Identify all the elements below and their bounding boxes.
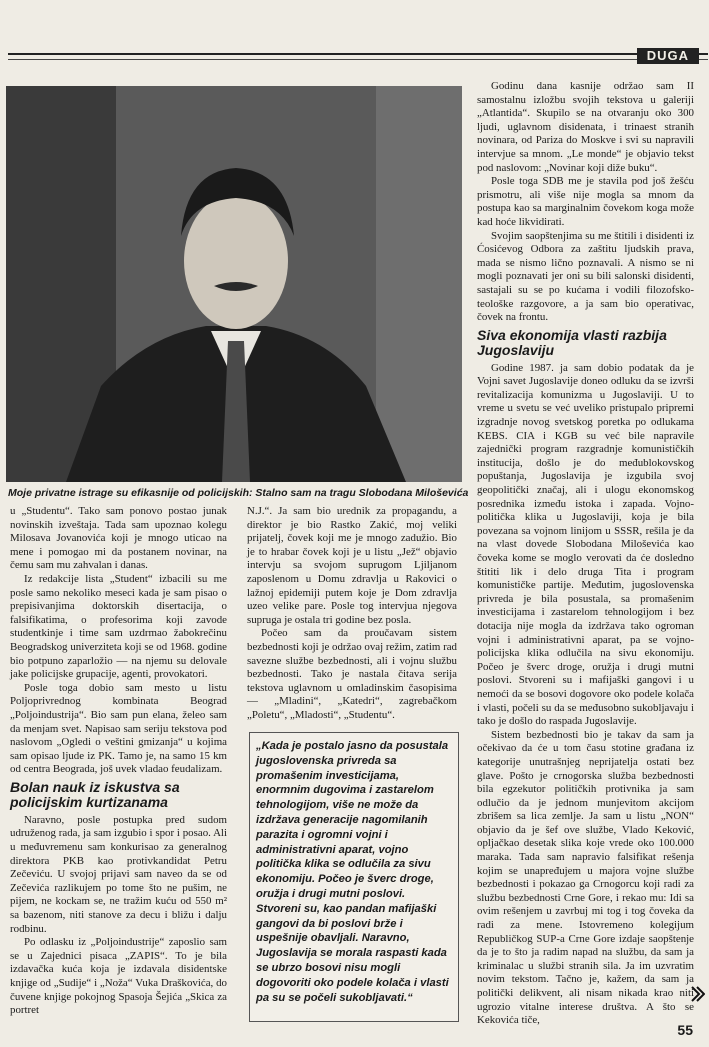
column-3: [477, 80, 694, 1028]
continue-arrow-icon: [691, 985, 705, 1003]
magazine-brand: DUGA: [637, 48, 699, 64]
header-rule-thin: [8, 59, 708, 60]
photo-caption: Moje privatne istrage su efikasnije od policijskih: Stalno sam na tragu Slobodana Miloševića: [8, 487, 469, 499]
paragraph: Počeo sam da proučavam sistem bezbednosti koji je održao ovaj režim, zatim rad savezne službe bezbednosti, ali i vojnu službu bezbednosti. Tako je nastala čitava serija tekstova uglavnom u omladinskim časopisima — „Mladini“, „Katedri“, zagrebačkom „Poletu“, „Mladosti“, „Studentu“.: [247, 627, 457, 721]
paragraph: Godine 1987. ja sam dobio podatak da je Vojni savet Jugoslavije doneo odluku da se izvrši revitalizacija komunizma u Jugoslaviji. U to vreme u svetu se već uveliko pristupalo pripremi izgradnje novog svetskog poretka po odlukama KEBS. CIA i KGB su već bile napravile zajednički program razgradnje komunističkih institucija, došlo je do međublokovskog popuštanja, Jugoslavija je izgubila svoj geopolitički značaj, ali i ulogu ekonomskog posrednika između istoka i zapada. Vojno-politička klika u Jugoslaviji, koja je bila povezana sa vojnom linijom u SSSR, rešila je da na vlast dovede Slobodana Miloševića kao čoveka kome se moglo verovati da će dosledno štititi lik i delo druga Tita i program komunističke partije. Međutim, jugoslovenska privreda je bila posustala, sa promašenim investicijama i zastarelom tehnologijom i bez dotacija nije mogla da izdržava tako ogroman vojni i administrativni aparat, pa se vojno-policijska klika odlučila na sivu ekonomiju. Počeo je šverc droge, oružja i drugi mutni poslovi. Stvoreni su i mafijaški gangovi i u nemoći da se bosovi dogovore oko podele kolača i vlasti, počeli su da se međusobno sukobljavaju i tako je došlo do raspada Jugoslavije.: [477, 361, 694, 728]
pull-quote: „Kada je postalo jasno da posustala jugoslovenska privreda sa promašenim investicijama, enormnim dugovima i zastarelom tehnologijom, više ne može da izdržava generacije nagomilanih parazita i ogromni vojni i administrativni aparat, vojno politička klika se odlučila za sivu ekonomiju. Počeo je šverc droge, oružja i drugi mutni poslovi. Stvoreni su, kao pandan mafijaški gangovi da bi poslovi brže i uspešnije obavljali. Naravno, Jugoslavija se morala raspasti kada se ubrzo bosovi nisu mogli dogovoriti oko podele kolača i vlasti pa su se počeli sukobljavati.“: [249, 732, 459, 1022]
paragraph: Svojim saopštenjima su me štitili i disidenti iz Ćosićevog Odbora za zaštitu ljudskih prava, mada se nismo lično poznavali. A nismo se ni mogli poznavati jer oni su bili salonski disidenti, sastajali su se po kućama i vodili filozofsko-teološke razgovore, a ja sam bio operativac, čovek na frontu.: [477, 229, 694, 324]
portrait-photo: [6, 86, 462, 482]
column-2: [247, 505, 457, 723]
paragraph: Po odlasku iz „Poljoindustrije“ zaposlio sam se u Zajednici pisaca „ZAPIS“. To je bila izdavačka kuća koja je izdavala disidentske knjige od „Sudije“ i „Noža“ Vuka Draškovića, do čuvene knjige pokojnog Spasoja Šejića „Skica za portret: [10, 936, 227, 1017]
paragraph: Iz redakcije lista „Student“ izbacili su me posle samo nekoliko meseci kada je sam pisao o prepisivanjima doktorskih disertacija, o falsifikatima, o profesorima koji zavode studentkinje i time sam uzdrmao žabokrečinu Beogradskog univerziteta koji se od 1968. godine bio potpuno zaparložio — na njemu su delovale jake policijske grupacije, agenti, provokatori.: [10, 572, 227, 681]
paragraph: N.J.“. Ja sam bio urednik za propagandu, a direktor je bio Rastko Zakić, moj veliki prijatelj, čovek koji me je mnogo zadužio. Bio je to hrabar čovek koji je u listu „Jež“ objavio intervju sa svojom suprugom Ljiljanom zaposlenom u Domu zdravlja u Rakovici o lažnoj epidemiji putem koje je Dom zdravlja uzeo velike pare. Posle tog intervjua njegova supruga je ostala tri godine bez posla.: [247, 505, 457, 626]
column-1: [10, 505, 227, 1018]
paragraph: Posle toga dobio sam mesto u listu Poljoprivrednog kombinata Beograd „Poljoindustrija“. Bio sam pun elana, želeo sam da menjam svet. Napisao sam seriju tekstova pod naslovom „Ogledi o veštini gmizanja“ u kojima sam opisao ljude iz PK. Tamo je, na samo 15 km od centra Beograda, još uvek vladao feudalizam.: [10, 681, 227, 776]
page-number: 55: [677, 1022, 693, 1038]
section-heading: Bolan nauk iz iskustva sa policijskim kurtizanama: [10, 778, 180, 810]
paragraph: Godinu dana kasnije održao sam II samostalnu izložbu svojih tekstova u galeriji „Atlantida“. Skupilo se na otvaranju oko 300 ljudi, uglavnom disidenata, i trinaest stranih novinara, od Pariza do Moskve i svi su napravili intervjue sa mnom. „Le monde“ je objavio tekst pod naslovom: „Novinar koji diže buku“.: [477, 80, 694, 174]
section-heading: Siva ekonomija vlasti razbija Jugoslaviju: [477, 326, 667, 358]
paragraph: Posle toga SDB me je stavila pod još žešću prismotru, ali više nije mogla sa mnom da postupa kao sa marginalnim čovekom koga može kad hoće likvidirati.: [477, 175, 694, 228]
paragraph: Naravno, posle postupka pred sudom udruženog rada, ja sam izgubio i spor i posao. Ali u međuvremenu sam konkurisao za generalnog direktora PKB kao protivkandidat Petru Zečeviću. U svojoj prijavi sam naveo da se od Zečevića razlikujem po tome što ne pušim, ne pijem, ne kockam se, ne tražim kuću od 550 m² sa bazenom, niti stanove za decu i bližu i dalju rodbinu.: [10, 813, 227, 935]
header-rule: [8, 53, 708, 55]
paragraph: u „Studentu“. Tako sam ponovo postao junak novinskih izveštaja. Tada sam upoznao kolegu Milosava Jovanovića koji je mnogo uticao na mene i pomogao mi da postanem novinar, na čemu sam mu zahvalan i danas.: [10, 505, 227, 572]
paragraph: Sistem bezbednosti bio je takav da sam ja očekivao da će u tom času stotine građana iz kategorije unutrašnjeg neprijatelja ostati bez glave. Pošto je crnogorska služba bezbednosti bila egzekutor političkih protivnika ja sam odlučio da je jednom munjevitom akcijom zbrišem sa lica zemlje. Ja sam u listu „NON“ objavio da je šef ove službe, Vlado Keković, opljačkao desetak slika koje vrede oko 100.000 maraka. Tada sam napravio falsifikat rešenja kojim se unapređujem u majora vojne službe bezbednosti i pokazao ga Crnogorcu koji radi za službu bezbednosti Crne Gore, i rekao mu: Idi sa ovim rešenjem u zavrbuj mi tog i tog čoveka da radi za mene. Istovremeno kolegijum Republičkog SUP-a Crne Gore izdaje saopštenje da je to što ja radim napad na službu, da sam ja kriminalac u službi stranih sila. Ja im uzvratim novim tekstom. Tačno je, kažem, da sam ja politički delikvent, ali nisam nikada krao niti ugrozio vitalne interese društva. A što se Kekovića tiče,: [477, 728, 694, 1027]
